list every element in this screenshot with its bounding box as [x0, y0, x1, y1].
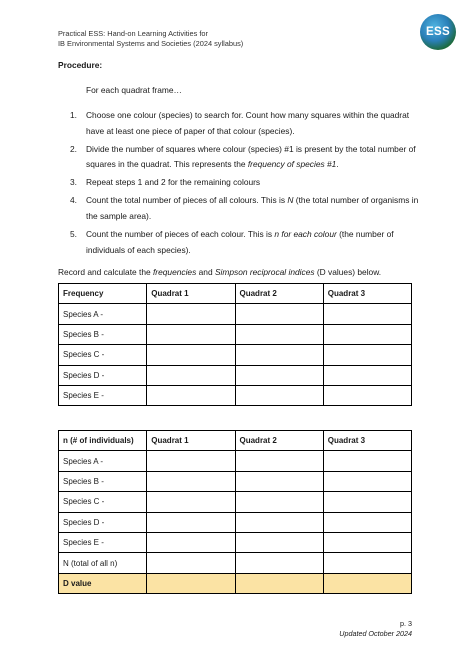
table-cell[interactable] — [147, 385, 235, 405]
table-cell[interactable] — [235, 451, 323, 471]
table-cell[interactable] — [147, 471, 235, 491]
step-number: 3. — [70, 177, 77, 188]
table-row — [59, 492, 412, 512]
document-header — [58, 29, 243, 49]
ess-logo-text: ESS — [426, 26, 450, 38]
step-text-part: (the number of individuals of each species). — [86, 229, 394, 255]
table-row — [59, 553, 412, 573]
frequency-table — [58, 283, 412, 406]
table-cell[interactable] — [323, 451, 411, 471]
column-header: Quadrat 3 — [323, 284, 411, 304]
step-number: 4. — [70, 195, 77, 206]
table-cell[interactable] — [235, 365, 323, 385]
table-cell[interactable] — [147, 304, 235, 324]
table-cell[interactable] — [323, 532, 411, 552]
row-label: D value — [59, 573, 147, 593]
procedure-steps — [70, 108, 420, 261]
table-row — [59, 385, 412, 405]
table-cell[interactable] — [235, 532, 323, 552]
column-header: Quadrat 1 — [147, 431, 235, 451]
step-text — [86, 108, 420, 139]
individuals-table — [58, 430, 412, 594]
record-emphasis: frequencies — [152, 267, 197, 277]
record-text-part: Record and calculate the — [58, 267, 153, 277]
table-cell[interactable] — [235, 324, 323, 344]
step-text-part: Repeat steps 1 and 2 for the remaining colours — [86, 177, 261, 188]
step-text — [86, 175, 420, 191]
procedure-step — [70, 193, 420, 224]
table-cell[interactable] — [323, 573, 411, 593]
table-cell[interactable] — [235, 512, 323, 532]
table-cell[interactable] — [235, 385, 323, 405]
table-cell[interactable] — [147, 451, 235, 471]
table-cell[interactable] — [147, 492, 235, 512]
step-number: 1. — [70, 110, 77, 120]
table-cell[interactable] — [323, 512, 411, 532]
row-label: Species E - — [59, 532, 147, 552]
step-emphasis: frequency of species #1 — [247, 159, 337, 170]
step-number: 2. — [70, 143, 77, 154]
column-header: Quadrat 2 — [235, 431, 323, 451]
record-emphasis: Simpson reciprocal indices — [214, 267, 315, 277]
table-row — [59, 324, 412, 344]
table-cell[interactable] — [147, 553, 235, 573]
step-text-part: Choose one colour (species) to search for. Count how many squares within the quadrat have at least one piece of paper of that colour (species). — [86, 110, 410, 136]
table-cell[interactable] — [147, 345, 235, 365]
table-cell[interactable] — [323, 492, 411, 512]
table-cell[interactable] — [235, 492, 323, 512]
header-line-1: Practical ESS: Hand-on Learning Activities for — [58, 29, 208, 38]
table-cell[interactable] — [323, 365, 411, 385]
table-cell[interactable] — [235, 345, 323, 365]
row-label: Species D - — [59, 512, 147, 532]
procedure-heading: Procedure: — [58, 60, 103, 70]
step-text — [86, 142, 420, 173]
row-label: Species D - — [59, 365, 147, 385]
record-text-part: (D values) below. — [314, 267, 382, 277]
row-label: Species C - — [59, 492, 147, 512]
step-text-part: . — [336, 159, 339, 170]
procedure-step — [70, 227, 420, 258]
table-row — [59, 345, 412, 365]
step-text-part: Count the total number of pieces of all colours. This is — [86, 195, 288, 206]
row-label: Species B - — [59, 324, 147, 344]
table-row — [59, 512, 412, 532]
table-cell[interactable] — [235, 471, 323, 491]
header-line-2: IB Environmental Systems and Societies (2024 syllabus) — [58, 39, 244, 48]
step-text-part: Divide the number of squares where colour (species) #1 is present by the total number of squares in the quadrat. This represents the — [86, 143, 416, 170]
procedure-intro: For each quadrat frame… — [86, 85, 182, 95]
row-label: Species E - — [59, 385, 147, 405]
table-row — [59, 532, 412, 552]
updated-date: Updated October 2024 — [339, 629, 412, 638]
table-cell[interactable] — [323, 385, 411, 405]
procedure-step — [70, 175, 420, 191]
row-label: Species A - — [59, 451, 147, 471]
table-cell[interactable] — [235, 304, 323, 324]
page-number: p. 3 — [400, 619, 412, 628]
table-cell[interactable] — [147, 512, 235, 532]
step-text-part: (the total number of organisms in the sample area). — [86, 195, 419, 222]
table-cell[interactable] — [147, 324, 235, 344]
record-instruction — [58, 267, 381, 277]
step-text — [86, 227, 420, 258]
table-cell[interactable] — [235, 573, 323, 593]
step-text — [86, 193, 420, 224]
procedure-step — [70, 108, 420, 139]
table-cell[interactable] — [147, 532, 235, 552]
table-row — [59, 471, 412, 491]
step-emphasis: N — [287, 195, 294, 206]
column-header: Frequency — [59, 284, 147, 304]
table-cell[interactable] — [147, 365, 235, 385]
row-label: Species A - — [59, 304, 147, 324]
table-row — [59, 451, 412, 471]
row-label: Species C - — [59, 345, 147, 365]
table-cell[interactable] — [235, 553, 323, 573]
table-row — [59, 304, 412, 324]
step-emphasis: n for each colour — [274, 229, 337, 240]
table-cell[interactable] — [147, 573, 235, 593]
table-header-row — [59, 431, 412, 451]
table-cell[interactable] — [323, 471, 411, 491]
table-cell[interactable] — [323, 345, 411, 365]
column-header: Quadrat 1 — [147, 284, 235, 304]
table-cell[interactable] — [323, 553, 411, 573]
ess-logo — [420, 14, 456, 50]
column-header: n (# of individuals) — [59, 431, 147, 451]
column-header: Quadrat 2 — [235, 284, 323, 304]
d-value-row — [59, 573, 412, 593]
record-text-part: and — [196, 267, 215, 277]
row-label: N (total of all n) — [59, 553, 147, 573]
table-header-row — [59, 284, 412, 304]
page-footer — [339, 619, 412, 639]
table-row — [59, 365, 412, 385]
table-cell[interactable] — [323, 324, 411, 344]
column-header: Quadrat 3 — [323, 431, 411, 451]
procedure-step — [70, 142, 420, 173]
step-number: 5. — [70, 229, 77, 240]
row-label: Species B - — [59, 471, 147, 491]
table-cell[interactable] — [323, 304, 411, 324]
step-text-part: Count the number of pieces of each colour. This is — [86, 229, 275, 240]
